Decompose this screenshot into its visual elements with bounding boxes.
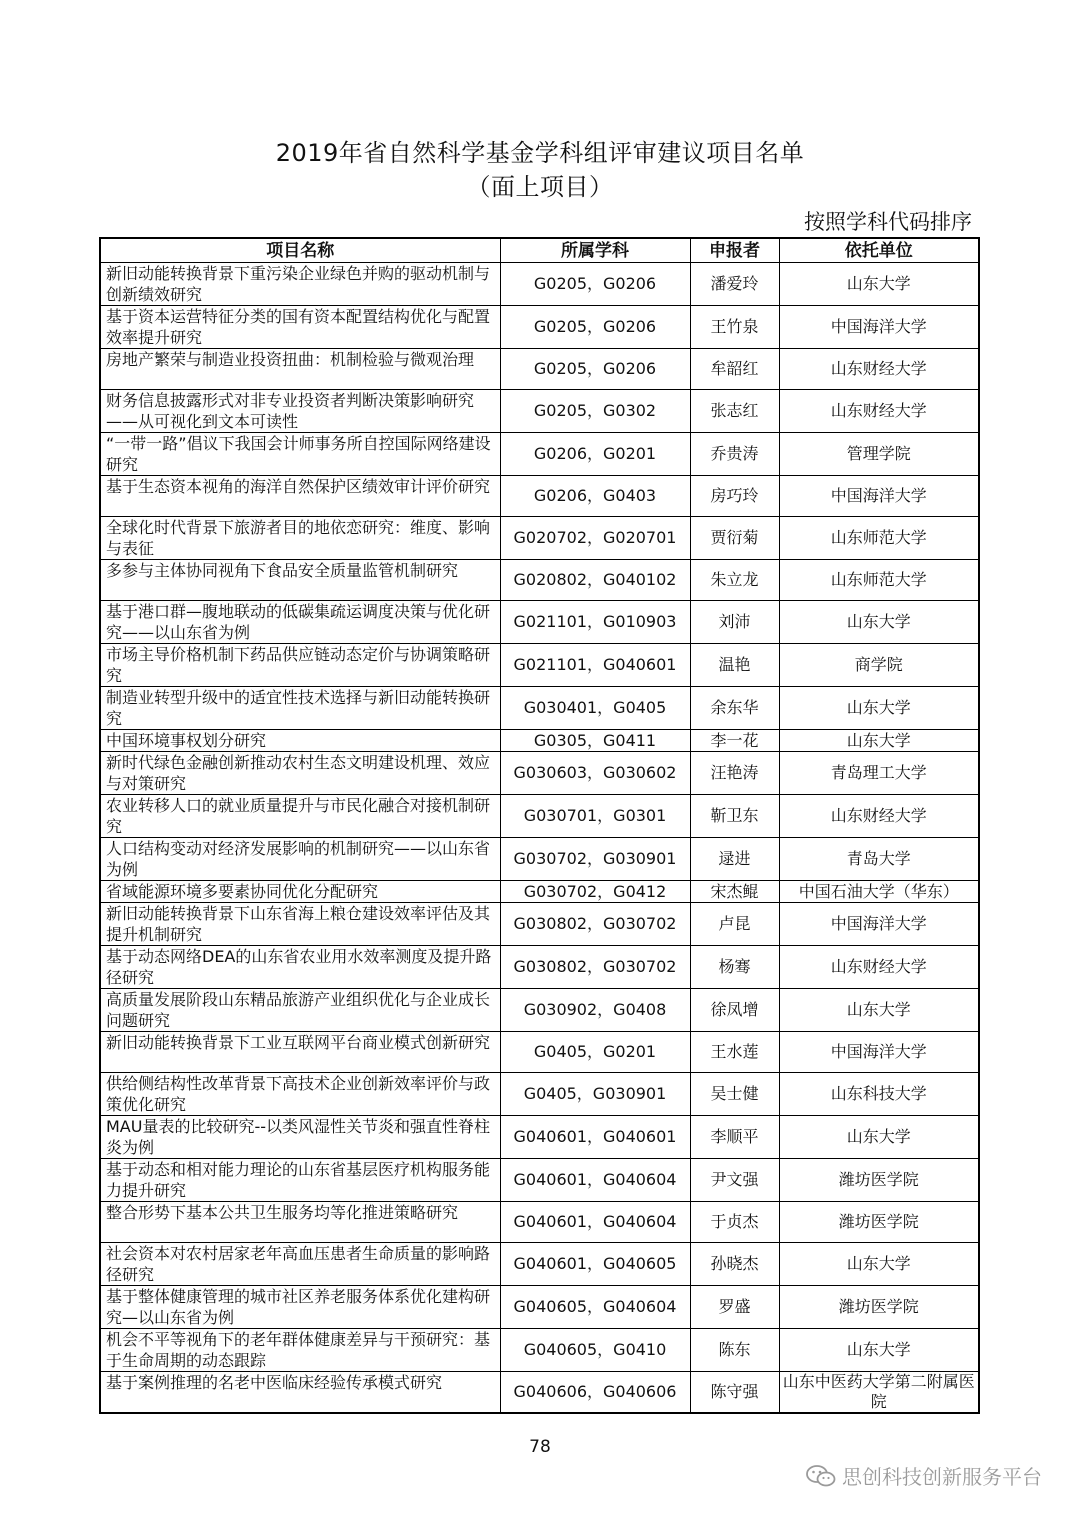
unit-cell: 中国海洋大学 bbox=[779, 903, 979, 946]
table-row bbox=[100, 1116, 979, 1159]
subject-code-cell: G040601，G040604 bbox=[500, 1202, 690, 1243]
unit-cell: 山东大学 bbox=[779, 1116, 979, 1159]
applicant-cell: 温艳 bbox=[690, 644, 779, 687]
subject-code-cell: G0405，G030901 bbox=[500, 1073, 690, 1116]
subject-code-cell: G0206，G0201 bbox=[500, 433, 690, 476]
project-name-cell: 社会资本对农村居家老年高血压患者生命质量的影响路径研究 bbox=[100, 1243, 500, 1286]
project-name-cell: 新旧动能转换背景下重污染企业绿色并购的驱动机制与创新绩效研究 bbox=[100, 263, 500, 306]
project-name-cell: 省域能源环境多要素协同优化分配研究 bbox=[100, 881, 500, 903]
applicant-cell: 孙晓杰 bbox=[690, 1243, 779, 1286]
table-row bbox=[100, 306, 979, 349]
watermark-text: 思创科技创新服务平台 bbox=[842, 1465, 1042, 1489]
table-row bbox=[100, 476, 979, 517]
table-row bbox=[100, 903, 979, 946]
subject-code-cell: G0205，G0206 bbox=[500, 349, 690, 390]
subject-code-cell: G020802，G040102 bbox=[500, 560, 690, 601]
table-row bbox=[100, 838, 979, 881]
project-name-cell: 制造业转型升级中的适宜性技术选择与新旧动能转换研究 bbox=[100, 687, 500, 730]
subject-code-cell: G0205，G0206 bbox=[500, 263, 690, 306]
table-row bbox=[100, 1202, 979, 1243]
table-row bbox=[100, 946, 979, 989]
subject-code-cell: G040601，G040601 bbox=[500, 1116, 690, 1159]
table-row bbox=[100, 1243, 979, 1286]
project-name-cell: 基于动态和相对能力理论的山东省基层医疗机构服务能力提升研究 bbox=[100, 1159, 500, 1202]
applicant-cell: 尹文强 bbox=[690, 1159, 779, 1202]
title-main: 2019年省自然科学基金学科组评审建议项目名单 bbox=[275, 139, 805, 167]
project-name-cell: 基于生态资本视角的海洋自然保护区绩效审计评价研究 bbox=[100, 476, 500, 517]
unit-cell: 山东中医药大学第二附属医院 bbox=[779, 1372, 979, 1414]
project-name-cell: 高质量发展阶段山东精品旅游产业组织优化与企业成长问题研究 bbox=[100, 989, 500, 1032]
unit-cell: 山东财经大学 bbox=[779, 946, 979, 989]
table-row bbox=[100, 687, 979, 730]
project-name-cell: 基于案例推理的名老中医临床经验传承模式研究 bbox=[100, 1372, 500, 1414]
subject-code-cell: G0206，G0403 bbox=[500, 476, 690, 517]
applicant-cell: 贾衍菊 bbox=[690, 517, 779, 560]
applicant-cell: 李一花 bbox=[690, 730, 779, 752]
applicant-cell: 潘爱玲 bbox=[690, 263, 779, 306]
applicant-cell: 徐凤增 bbox=[690, 989, 779, 1032]
project-name-cell: 基于动态网络DEA的山东省农业用水效率测度及提升路径研究 bbox=[100, 946, 500, 989]
project-name-cell: 全球化时代背景下旅游者目的地依恋研究：维度、影响与表征 bbox=[100, 517, 500, 560]
subject-code-cell: G040606，G040606 bbox=[500, 1372, 690, 1414]
subject-code-cell: G0205，G0206 bbox=[500, 306, 690, 349]
applicant-cell: 靳卫东 bbox=[690, 795, 779, 838]
table-row bbox=[100, 601, 979, 644]
subject-code-cell: G021101，G040601 bbox=[500, 644, 690, 687]
applicant-cell: 朱立龙 bbox=[690, 560, 779, 601]
applicant-cell: 罗盛 bbox=[690, 1286, 779, 1329]
table-header-row bbox=[100, 238, 979, 263]
unit-cell: 山东大学 bbox=[779, 1243, 979, 1286]
applicant-cell: 陈守强 bbox=[690, 1372, 779, 1414]
project-name-cell: 供给侧结构性改革背景下高技术企业创新效率评价与政策优化研究 bbox=[100, 1073, 500, 1116]
applicant-cell: 陈东 bbox=[690, 1329, 779, 1372]
table-row bbox=[100, 1032, 979, 1073]
applicant-cell: 王竹泉 bbox=[690, 306, 779, 349]
project-name-cell: MAU量表的比较研究--以类风湿性关节炎和强直性脊柱炎为例 bbox=[100, 1116, 500, 1159]
project-name-cell: 多参与主体协同视角下食品安全质量监管机制研究 bbox=[100, 560, 500, 601]
unit-cell: 山东大学 bbox=[779, 263, 979, 306]
applicant-cell: 吴士健 bbox=[690, 1073, 779, 1116]
project-name-cell: 农业转移人口的就业质量提升与市民化融合对接机制研究 bbox=[100, 795, 500, 838]
unit-cell: 潍坊医学院 bbox=[779, 1159, 979, 1202]
table-row bbox=[100, 644, 979, 687]
applicant-cell: 刘沛 bbox=[690, 601, 779, 644]
unit-cell: 潍坊医学院 bbox=[779, 1286, 979, 1329]
header-name: 项目名称 bbox=[100, 238, 500, 263]
project-name-cell: 基于资本运营特征分类的国有资本配置结构优化与配置效率提升研究 bbox=[100, 306, 500, 349]
subject-code-cell: G020702，G020701 bbox=[500, 517, 690, 560]
table-row bbox=[100, 989, 979, 1032]
project-name-cell: 人口结构变动对经济发展影响的机制研究——以山东省为例 bbox=[100, 838, 500, 881]
project-name-cell: 财务信息披露形式对非专业投资者判断决策影响研究——从可视化到文本可读性 bbox=[100, 390, 500, 433]
subject-code-cell: G0305，G0411 bbox=[500, 730, 690, 752]
subject-code-cell: G030702，G030901 bbox=[500, 838, 690, 881]
applicant-cell: 杨骞 bbox=[690, 946, 779, 989]
unit-cell: 山东大学 bbox=[779, 601, 979, 644]
unit-cell: 山东师范大学 bbox=[779, 560, 979, 601]
title-subtitle: （面上项目） bbox=[466, 173, 614, 201]
wechat-icon bbox=[806, 1464, 836, 1488]
applicant-cell: 卢昆 bbox=[690, 903, 779, 946]
document-title bbox=[0, 136, 1080, 204]
unit-cell: 山东大学 bbox=[779, 730, 979, 752]
table-row bbox=[100, 730, 979, 752]
applicant-cell: 宋杰鲲 bbox=[690, 881, 779, 903]
applicant-cell: 王水莲 bbox=[690, 1032, 779, 1073]
subject-code-cell: G030603，G030602 bbox=[500, 752, 690, 795]
unit-cell: 商学院 bbox=[779, 644, 979, 687]
table-row bbox=[100, 795, 979, 838]
project-name-cell: 整合形势下基本公共卫生服务均等化推进策略研究 bbox=[100, 1202, 500, 1243]
subject-code-cell: G040601，G040604 bbox=[500, 1159, 690, 1202]
unit-cell: 山东财经大学 bbox=[779, 390, 979, 433]
header-subject: 所属学科 bbox=[500, 238, 690, 263]
unit-cell: 中国石油大学（华东） bbox=[779, 881, 979, 903]
table-row bbox=[100, 349, 979, 390]
table-row bbox=[100, 1372, 979, 1414]
project-table bbox=[99, 237, 980, 1414]
unit-cell: 青岛大学 bbox=[779, 838, 979, 881]
project-name-cell: 新时代绿色金融创新推动农村生态文明建设机理、效应与对策研究 bbox=[100, 752, 500, 795]
project-name-cell: 房地产繁荣与制造业投资扭曲：机制检验与微观治理 bbox=[100, 349, 500, 390]
subject-code-cell: G030701，G0301 bbox=[500, 795, 690, 838]
unit-cell: 山东财经大学 bbox=[779, 349, 979, 390]
table-row bbox=[100, 560, 979, 601]
page-number: 78 bbox=[529, 1437, 551, 1457]
applicant-cell: 张志红 bbox=[690, 390, 779, 433]
table-row bbox=[100, 1159, 979, 1202]
subject-code-cell: G040605，G0410 bbox=[500, 1329, 690, 1372]
unit-cell: 山东大学 bbox=[779, 1329, 979, 1372]
table-row bbox=[100, 433, 979, 476]
subject-code-cell: G030802，G030702 bbox=[500, 903, 690, 946]
project-name-cell: 基于整体健康管理的城市社区养老服务体系优化建构研究—以山东省为例 bbox=[100, 1286, 500, 1329]
subject-code-cell: G021101，G010903 bbox=[500, 601, 690, 644]
subject-code-cell: G040601，G040605 bbox=[500, 1243, 690, 1286]
table-row bbox=[100, 881, 979, 903]
project-name-cell: 新旧动能转换背景下山东省海上粮仓建设效率评估及其提升机制研究 bbox=[100, 903, 500, 946]
subject-code-cell: G0205，G0302 bbox=[500, 390, 690, 433]
applicant-cell: 牟韶红 bbox=[690, 349, 779, 390]
header-unit: 依托单位 bbox=[779, 238, 979, 263]
sort-note: 按照学科代码排序 bbox=[804, 210, 972, 234]
subject-code-cell: G030401，G0405 bbox=[500, 687, 690, 730]
unit-cell: 山东大学 bbox=[779, 687, 979, 730]
unit-cell: 潍坊医学院 bbox=[779, 1202, 979, 1243]
project-name-cell: 中国环境事权划分研究 bbox=[100, 730, 500, 752]
applicant-cell: 逯进 bbox=[690, 838, 779, 881]
table-row bbox=[100, 1073, 979, 1116]
applicant-cell: 房巧玲 bbox=[690, 476, 779, 517]
unit-cell: 山东师范大学 bbox=[779, 517, 979, 560]
subject-code-cell: G030902，G0408 bbox=[500, 989, 690, 1032]
applicant-cell: 李顺平 bbox=[690, 1116, 779, 1159]
unit-cell: 山东财经大学 bbox=[779, 795, 979, 838]
applicant-cell: 汪艳涛 bbox=[690, 752, 779, 795]
unit-cell: 山东科技大学 bbox=[779, 1073, 979, 1116]
table-row bbox=[100, 1286, 979, 1329]
applicant-cell: 于贞杰 bbox=[690, 1202, 779, 1243]
watermark bbox=[806, 1461, 1042, 1490]
project-name-cell: 新旧动能转换背景下工业互联网平台商业模式创新研究 bbox=[100, 1032, 500, 1073]
table-row bbox=[100, 517, 979, 560]
project-name-cell: 市场主导价格机制下药品供应链动态定价与协调策略研究 bbox=[100, 644, 500, 687]
table-row bbox=[100, 1329, 979, 1372]
table-row bbox=[100, 752, 979, 795]
table-row bbox=[100, 263, 979, 306]
unit-cell: 中国海洋大学 bbox=[779, 1032, 979, 1073]
unit-cell: 青岛理工大学 bbox=[779, 752, 979, 795]
subject-code-cell: G030702，G0412 bbox=[500, 881, 690, 903]
applicant-cell: 余东华 bbox=[690, 687, 779, 730]
project-name-cell: “一带一路”倡议下我国会计师事务所自控国际网络建设研究 bbox=[100, 433, 500, 476]
subject-code-cell: G0405，G0201 bbox=[500, 1032, 690, 1073]
project-name-cell: 基于港口群—腹地联动的低碳集疏运调度决策与优化研究——以山东省为例 bbox=[100, 601, 500, 644]
table-row bbox=[100, 390, 979, 433]
unit-cell: 管理学院 bbox=[779, 433, 979, 476]
subject-code-cell: G040605，G040604 bbox=[500, 1286, 690, 1329]
unit-cell: 山东大学 bbox=[779, 989, 979, 1032]
project-name-cell: 机会不平等视角下的老年群体健康差异与干预研究：基于生命周期的动态跟踪 bbox=[100, 1329, 500, 1372]
unit-cell: 中国海洋大学 bbox=[779, 306, 979, 349]
unit-cell: 中国海洋大学 bbox=[779, 476, 979, 517]
header-applicant: 申报者 bbox=[690, 238, 779, 263]
subject-code-cell: G030802，G030702 bbox=[500, 946, 690, 989]
applicant-cell: 乔贵涛 bbox=[690, 433, 779, 476]
